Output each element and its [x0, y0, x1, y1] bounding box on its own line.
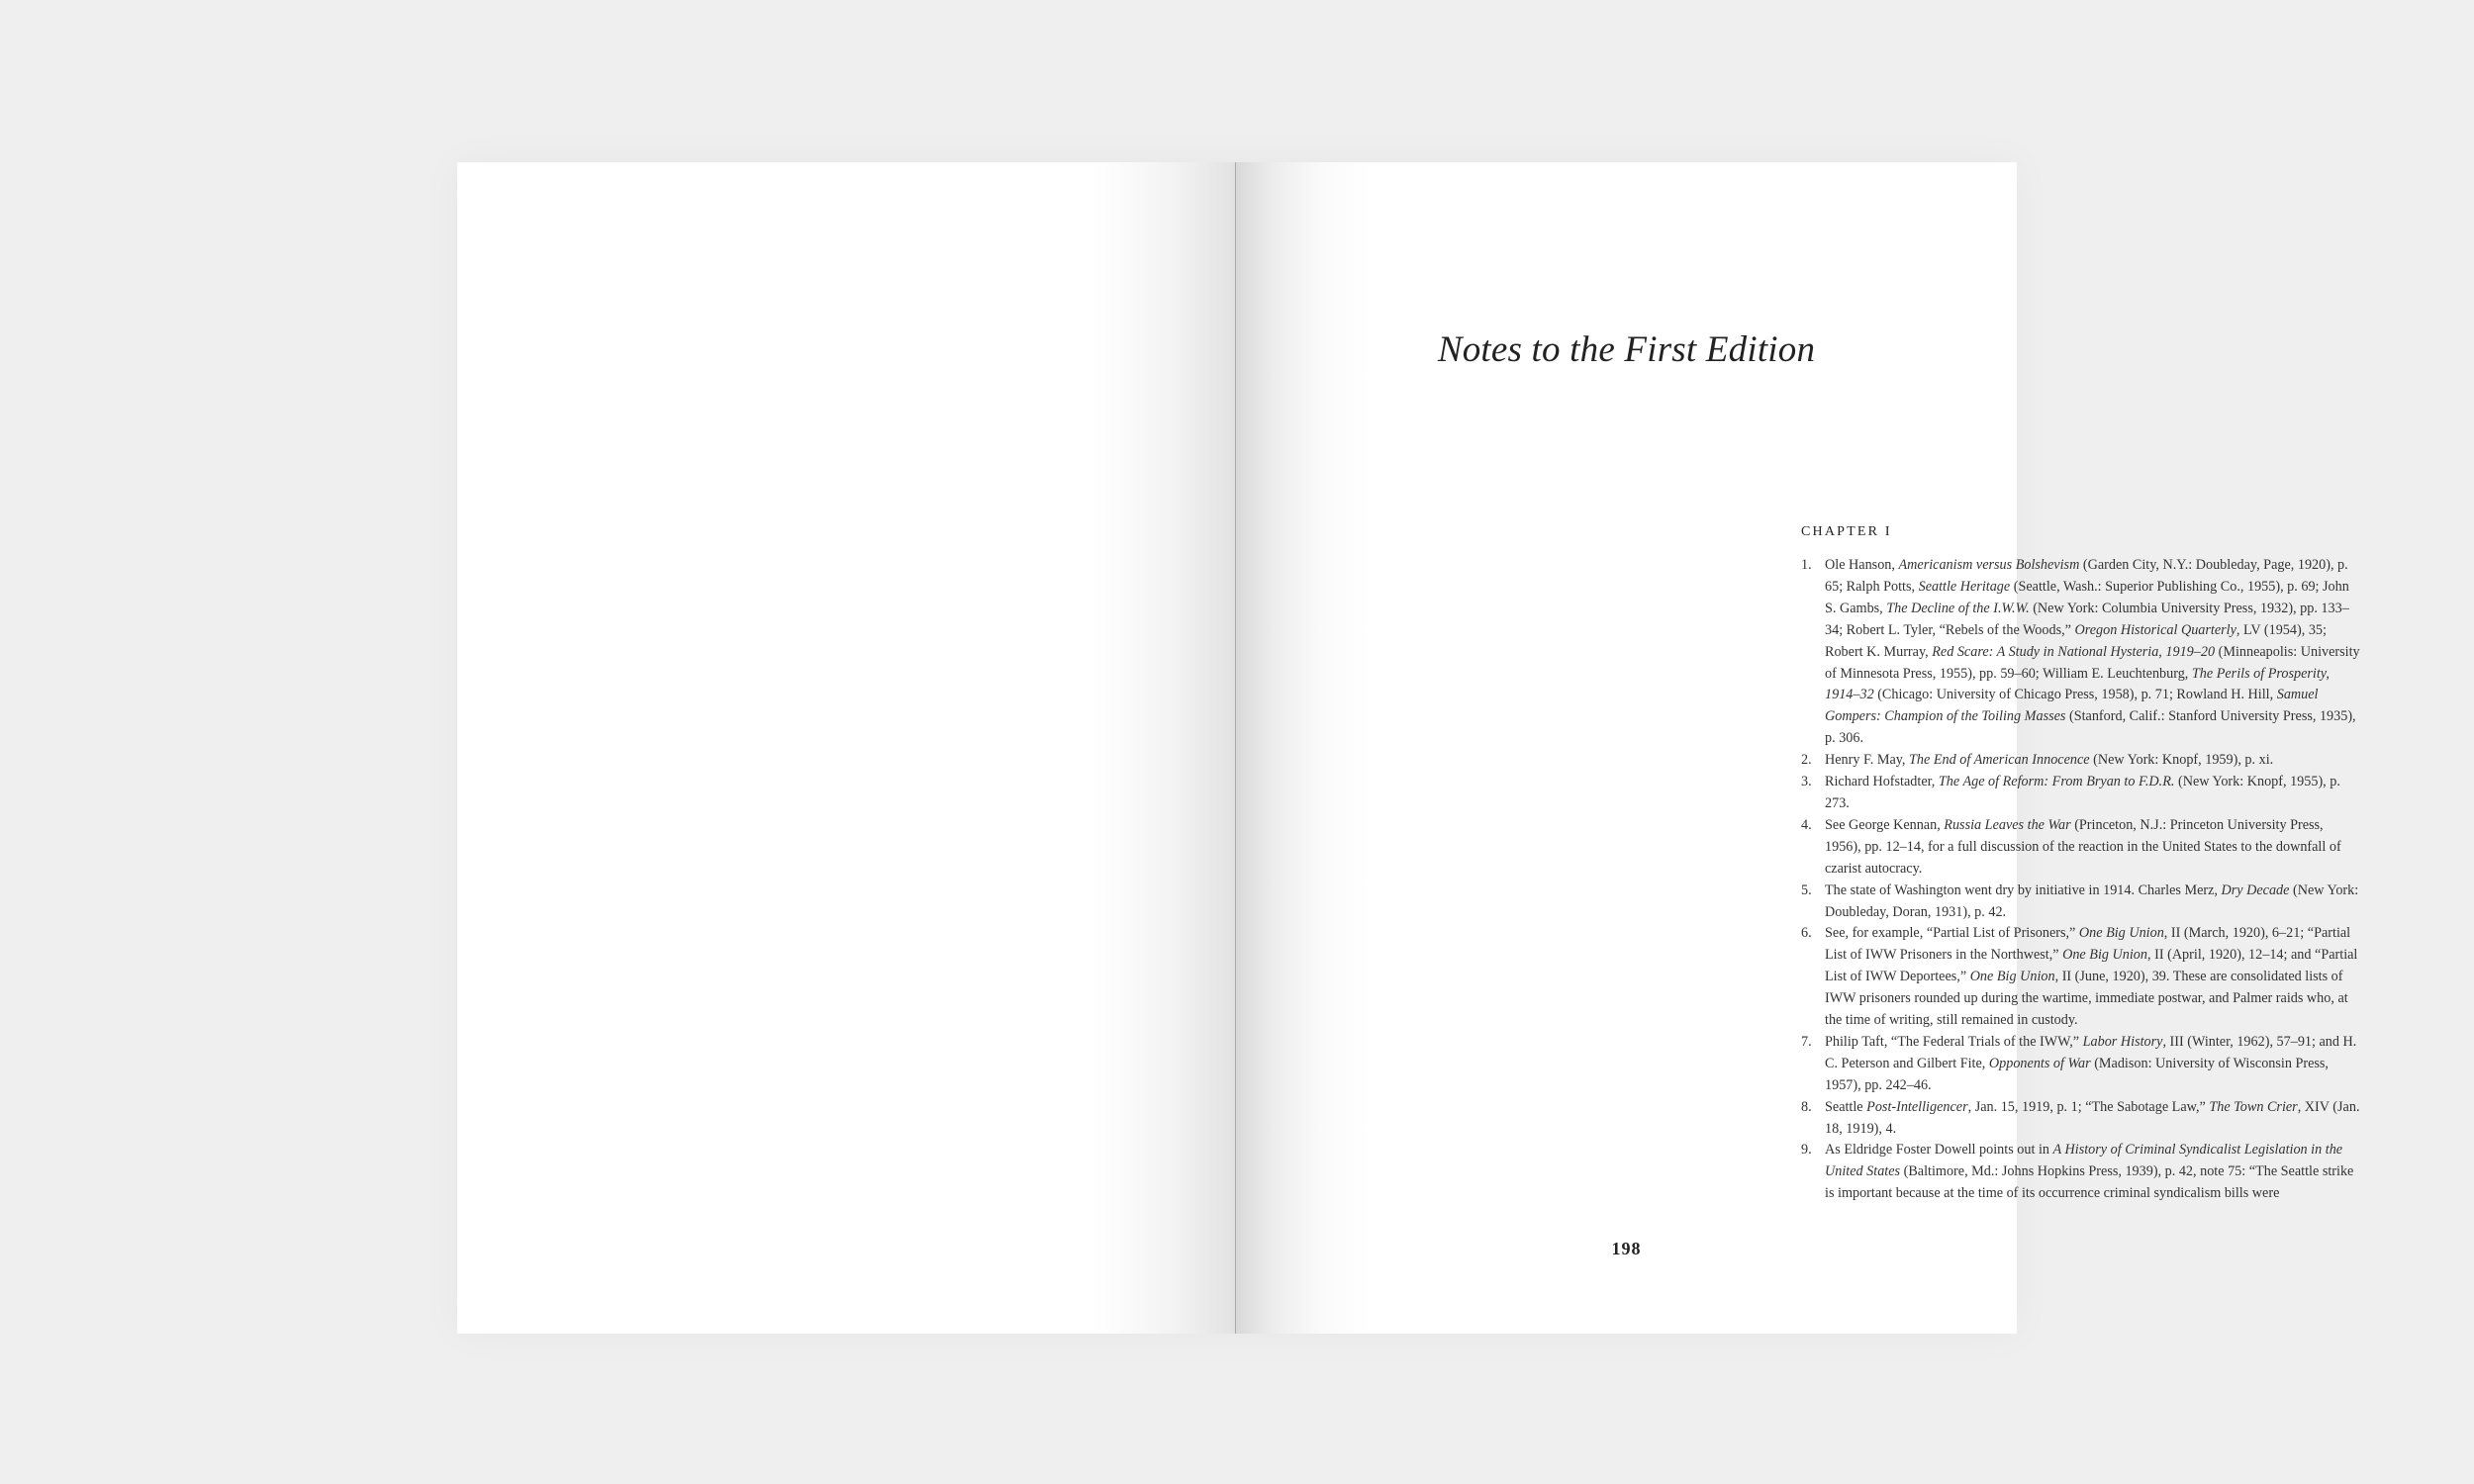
- note-fragment: (Garden City, N.Y.: Doubleday, Page, 1920), p. 65; Ralph Potts,: [1825, 557, 2348, 595]
- cited-title: Russia Leaves the War: [1944, 816, 2071, 833]
- note-fragment: The state of Washington went dry by initiative in 1914. Charles Merz,: [1825, 881, 2222, 898]
- note-text: [1825, 817, 2341, 877]
- note-text: [1825, 774, 2340, 811]
- note-number: 4.: [1801, 816, 1812, 833]
- note-fragment: Ole Hanson,: [1825, 557, 1899, 573]
- cited-title: A History of Criminal Syndicalist Legislation in the United States: [1825, 1142, 2343, 1180]
- note-item: [1801, 750, 2361, 772]
- cited-title: Oregon Historical Quarterly: [2074, 621, 2236, 638]
- note-item: [1801, 881, 2361, 924]
- cited-title: One Big Union: [1969, 969, 2055, 985]
- note-number: 5.: [1801, 881, 1812, 898]
- note-number: 6.: [1801, 925, 1812, 942]
- note-text: [1825, 557, 2360, 746]
- note-fragment: (New York: Knopf, 1955), p. 273.: [1825, 774, 2340, 811]
- cited-title: Red Scare: A Study in National Hysteria, 1919–20: [1932, 643, 2216, 660]
- note-fragment: (Princeton, N.J.: Princeton University Press, 1956), pp. 12–14, for a full discussion of the reaction in the United States to the downfall of czarist autocracy.: [1825, 816, 2341, 877]
- note-fragment: As Eldridge Foster Dowell points out in: [1825, 1142, 2053, 1159]
- note-number: 8.: [1801, 1098, 1812, 1115]
- note-number: 9.: [1801, 1142, 1812, 1159]
- note-fragment: (New York: Columbia University Press, 1932), pp. 133–34; Robert L. Tyler, “Rebels of the Woods,”: [1825, 600, 2349, 638]
- note-fragment: Henry F. May,: [1825, 752, 1910, 769]
- cited-title: The Town Crier: [2209, 1098, 2298, 1115]
- note-item: [1801, 923, 2361, 1032]
- note-fragment: See George Kennan,: [1825, 816, 1945, 833]
- page-number: 198: [1611, 1239, 1642, 1258]
- cited-title: Labor History: [2082, 1033, 2163, 1050]
- note-fragment: (Baltimore, Md.: Johns Hopkins Press, 1939), p. 42, note 75: “The Seattle strike is important because at the time of its occurrence criminal syndicalism bills were: [1825, 1163, 2354, 1202]
- note-text: [1825, 1142, 2353, 1201]
- note-fragment: (Stanford, Calif.: Stanford University Press, 1935), p. 306.: [1825, 708, 2356, 747]
- chapter-heading: CHAPTER I: [1801, 524, 1892, 539]
- note-item: [1801, 1140, 2361, 1205]
- note-item: [1801, 1032, 2361, 1097]
- cited-title: Opponents of War: [1988, 1055, 2091, 1071]
- note-text: [1825, 925, 2357, 1028]
- left-page: [457, 162, 1235, 1334]
- note-fragment: Philip Taft, “The Federal Trials of the IWW,”: [1825, 1033, 2083, 1050]
- note-fragment: (New York: Doubleday, Doran, 1931), p. 42.: [1825, 881, 2359, 920]
- note-fragment: (Minneapolis: University of Minnesota Press, 1955), pp. 59–60; William E. Leuchtenburg,: [1825, 643, 2360, 682]
- cited-title: One Big Union: [2062, 947, 2147, 964]
- cited-title: Dry Decade: [2221, 881, 2290, 898]
- note-number: 2.: [1801, 752, 1812, 769]
- note-fragment: , III (Winter, 1962), 57–91; and H. C. Peterson and Gilbert Fite,: [1825, 1033, 2357, 1071]
- note-fragment: , II (March, 1920), 6–21; “Partial List of IWW Prisoners in the Northwest,”: [1825, 925, 2351, 964]
- note-fragment: (Chicago: University of Chicago Press, 1958), p. 71; Rowland H. Hill,: [1873, 687, 2277, 703]
- note-item: [1801, 772, 2361, 815]
- cited-title: Seattle Heritage: [1918, 578, 2011, 595]
- right-page: [1236, 162, 2360, 1334]
- cited-title: Americanism versus Bolshevism: [1898, 557, 2080, 573]
- note-number: 3.: [1801, 774, 1812, 790]
- note-fragment: , LV (1954), 35; Robert K. Murray,: [1825, 621, 2327, 660]
- note-text: [1825, 1034, 2356, 1093]
- note-fragment: Richard Hofstadter,: [1825, 774, 1939, 790]
- note-fragment: (Seattle, Wash.: Superior Publishing Co., 1955), p. 69; John S. Gambs,: [1825, 578, 2349, 616]
- note-fragment: (Madison: University of Wisconsin Press, 1957), pp. 242–46.: [1825, 1055, 2329, 1093]
- note-number: 7.: [1801, 1033, 1812, 1050]
- note-fragment: , Jan. 15, 1919, p. 1; “The Sabotage Law,”: [1967, 1098, 2210, 1115]
- note-text: [1825, 1099, 2360, 1137]
- note-item: [1801, 555, 2361, 750]
- note-item: [1801, 815, 2361, 881]
- cited-title: The Age of Reform: From Bryan to F.D.R.: [1938, 774, 2175, 790]
- note-fragment: , XIV (Jan. 18, 1919), 4.: [1825, 1098, 2360, 1137]
- note-fragment: , II (April, 1920), 12–14; and “Partial List of IWW Deportees,”: [1825, 947, 2358, 985]
- note-fragment: , II (June, 1920), 39. These are consolidated lists of IWW prisoners rounded up during the wartime, immediate postwar, and Palmer raids who, at the time of writing, still remained in custody.: [1825, 969, 2348, 1029]
- note-text: [1825, 752, 2273, 768]
- note-number: 1.: [1801, 557, 1812, 573]
- note-item: [1801, 1097, 2361, 1141]
- cited-title: The Perils of Prosperity, 1914–32: [1825, 665, 2330, 703]
- book-spread: [457, 162, 2360, 1334]
- cited-title: The End of American Innocence: [1909, 752, 2090, 769]
- note-fragment: See, for example, “Partial List of Prisoners,”: [1825, 925, 2079, 942]
- cited-title: One Big Union: [2078, 925, 2164, 942]
- notes-list: [1801, 555, 2361, 1205]
- page-title: Notes to the First Edition: [1437, 329, 1816, 370]
- note-text: [1825, 882, 2358, 920]
- note-fragment: Seattle: [1825, 1098, 1867, 1115]
- cited-title: The Decline of the I.W.W.: [1886, 600, 2030, 616]
- cited-title: Samuel Gompers: Champion of the Toiling Masses: [1825, 687, 2319, 725]
- cited-title: Post-Intelligencer: [1866, 1098, 1968, 1115]
- note-fragment: (New York: Knopf, 1959), p. xi.: [2089, 752, 2274, 769]
